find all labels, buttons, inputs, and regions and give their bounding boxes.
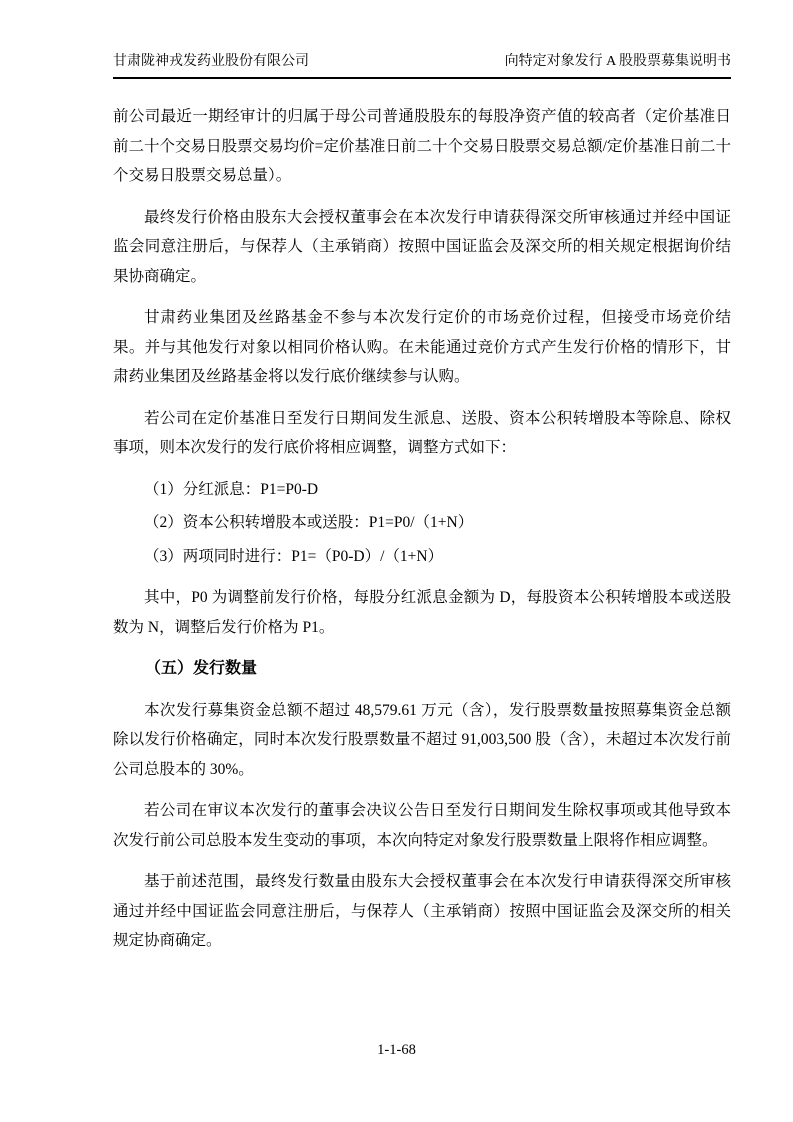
formula-capital-reserve: （2）资本公积转增股本或送股：P1=P0/（1+N） (144, 514, 474, 531)
header-doc-title: 向特定对象发行 A 股股票募集说明书 (504, 54, 731, 69)
page-number: 1-1-68 (377, 1042, 416, 1058)
paragraph-variable-definitions: 其中，P0 为调整前发行价格，每股分红派息金额为 D，每股资本公积转增股本或送股数为 N，调整后发行价格为 P1。 (113, 589, 731, 636)
paragraph-issue-amount: 本次发行募集资金总额不超过 48,579.61 万元（含），发行股票数量按照募集资金总额除以发行价格确定，同时本次发行股票数量不超过 91,003,500 股（含），未超过本次发行前公司总股本的 30%。 (113, 701, 731, 778)
section-heading-issue-quantity: （五）发行数量 (145, 660, 258, 677)
paragraph-quantity-adjustment: 若公司在审议本次发行的董事会决议公告日至发行日期间发生除权事项或其他导致本次发行前公司总股本发生变动的事项，本次向特定对象发行股票数量上限将作相应调整。 (113, 802, 731, 849)
formula-dividend: （1）分红派息：P1=P0-D (144, 480, 319, 498)
formula-both-adjustments: （3）两项同时进行：P1=（P0-D）/（1+N） (144, 547, 444, 565)
header-company-name: 甘肃陇神戎发药业股份有限公司 (113, 54, 309, 69)
paragraph-pricing-continued: 前公司最近一期经审计的归属于母公司普通股股东的每股净资产值的较高者（定价基准日前二十个交易日股票交易均价=定价基准日前二十个交易日股票交易总额/定价基准日前二十个交易日股票交易总量）。 (113, 108, 731, 184)
page-footer (0, 1040, 793, 1060)
paragraph-final-quantity: 基于前述范围，最终发行数量由股东大会授权董事会在本次发行申请获得深交所审核通过并经中国证监会同意注册后，与保荐人（主承销商）按照中国证监会及深交所的相关规定协商确定。 (113, 873, 731, 949)
paragraph-final-price: 最终发行价格由股东大会授权董事会在本次发行申请获得深交所审核通过并经中国证监会同意注册后，与保荐人（主承销商）按照中国证监会及深交所的相关规定根据询价结果协商确定。 (113, 208, 731, 285)
paragraph-adjustment-intro: 若公司在定价基准日至发行日期间发生派息、送股、资本公积转增股本等除息、除权事项，则本次发行的发行底价将相应调整，调整方式如下： (113, 409, 731, 456)
paragraph-gansu-pharma: 甘肃药业集团及丝路基金不参与本次发行定价的市场竞价过程，但接受市场竞价结果。并与其他发行对象以相同价格认购。在未能通过竞价方式产生发行价格的情形下，甘肃药业集团及丝路基金将以发行底价继续参与认购。 (113, 309, 731, 385)
document-body (113, 102, 731, 956)
page-header (113, 52, 731, 79)
